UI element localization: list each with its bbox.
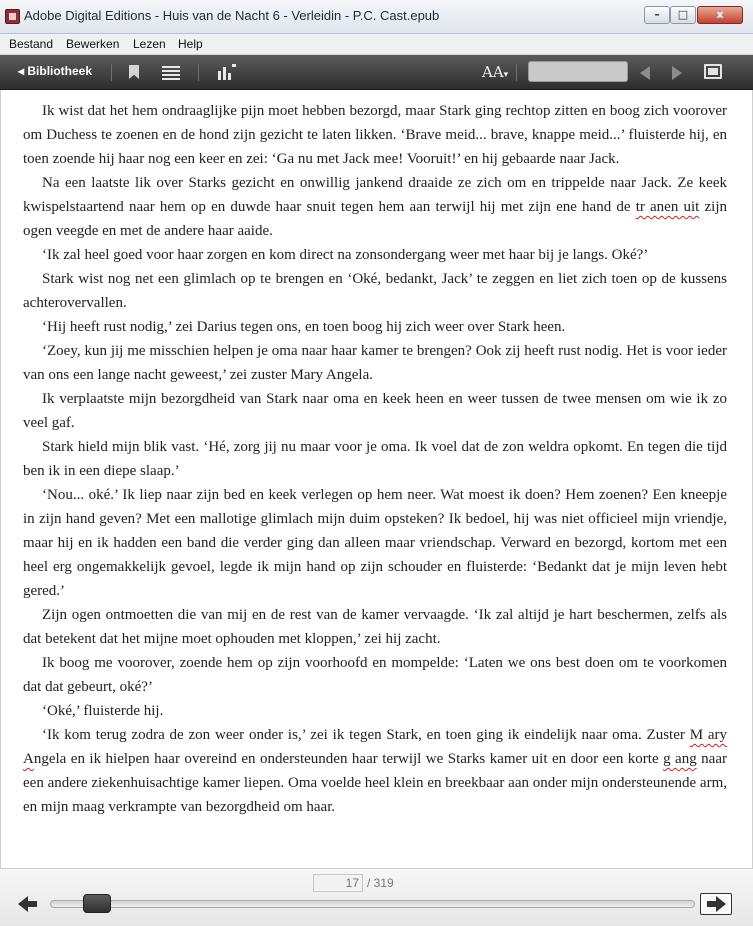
paragraph-text: Ik verplaatste mijn bezorgdheid van Stark naar oma en keek heen en weer tussen de twee mensen om wie ik zo veel gaf.	[23, 391, 727, 431]
paragraph	[23, 483, 727, 603]
paragraph	[23, 339, 727, 387]
paragraph	[23, 267, 727, 315]
paragraph-text: Stark hield mijn blik vast. ‘Hé, zorg jij nu maar voor je oma. Ik voel dat de zon weldra opkomt. En tegen die tijd ben ik in een diepe slaap.’	[23, 439, 727, 479]
page-slider-thumb[interactable]	[83, 894, 111, 913]
paragraph-text: ‘Ik zal heel goed voor haar zorgen en kom direct na zonsondergang weer met haar bij je langs. Oké?’	[42, 247, 649, 263]
paragraph	[23, 699, 727, 723]
app-icon	[5, 9, 20, 24]
page-number-input[interactable]	[313, 874, 363, 892]
toc-icon[interactable]	[162, 66, 180, 79]
paragraph-text: ‘Oké,’ fluisterde hij.	[42, 703, 164, 719]
menu-bestand[interactable]: Bestand	[9, 37, 54, 51]
maximize-button[interactable]: □	[670, 6, 696, 24]
paragraph	[23, 171, 727, 243]
paragraph	[23, 651, 727, 699]
paragraph	[23, 435, 727, 483]
page-slider-track[interactable]	[50, 900, 695, 908]
menu-bar	[0, 34, 753, 55]
paragraph-text: Stark wist nog net een glimlach op te brengen en ‘Oké, bedankt, Jack’ te zeggen en liet zich toen op de kussens achterovervallen.	[23, 271, 727, 311]
paragraph	[23, 387, 727, 435]
paragraph-text: Ik wist dat het hem ondraaglijke pijn moet hebben bezorgd, maar Stark ging rechtop zitten en boog zich voorover om Duchess te zoenen en de hond zijn gezicht te laten likken. ‘Brave meid... brave, knappe meid...’ fluisterde hij, en toen zoende hij haar nog een keer en zei: ‘Ga nu met Jack mee! Vooruit!’ en hij gebaarde naar Jack.	[23, 103, 727, 167]
bookmark-icon[interactable]	[129, 65, 139, 79]
paragraph-text: Ik boog me voorover, zoende hem op zijn voorhoofd en mompelde: ‘Laten we ons best doen om te voorkomen dat dat gebeurt, oké?’	[23, 655, 727, 695]
menu-bewerken[interactable]: Bewerken	[66, 37, 120, 51]
spellcheck-flagged-word: tr anen uit	[635, 199, 700, 215]
window-title: Adobe Digital Editions - Huis van de Nacht 6 - Verleidin - P.C. Cast.epub	[24, 8, 440, 23]
paragraph	[23, 723, 727, 819]
paragraph-text: ‘Hij heeft rust nodig,’ zei Darius tegen ons, en toen boog hij zich weer over Stark heen.	[42, 319, 566, 335]
next-result-icon[interactable]	[672, 66, 682, 80]
paragraph-text: Zijn ogen ontmoetten die van mij en de rest van de kamer vervaagde. ‘Ik zal altijd je hart beschermen, zelfs als dat betekent dat het mijne moet ophouden met kloppen,’ zei hij zacht.	[23, 607, 727, 647]
paragraph	[23, 603, 727, 651]
search-input[interactable]	[528, 61, 628, 82]
toolbar-separator	[516, 64, 517, 81]
toolbar-separator	[111, 64, 112, 81]
paragraph-text: ‘Ik kom terug zodra de zon weer onder is,’ zei ik tegen Stark, en toen ging ik eindelijk naar oma. Zuster	[42, 727, 690, 743]
reading-pane[interactable]	[0, 90, 753, 868]
paragraph-text: Na een laatste lik over Starks gezicht en onwillig jankend draaide ze zich om en trippelde naar Jack. Ze keek kwispelstaartend naar hem op en duwde haar snuit tegen hem aan terwijl hij met zijn ene hand de	[23, 175, 727, 215]
reader-toolbar	[0, 55, 753, 90]
chart-icon[interactable]	[218, 63, 236, 80]
title-bar	[0, 0, 753, 34]
total-pages-label: / 319	[367, 876, 394, 890]
paragraph-text: zijn ogen veegde en met de andere haar aaide.	[23, 199, 727, 239]
paragraph-text: ngela en ik hielpen haar overeind en ondersteunden haar terwijl we Starks kamer uit en door een korte	[33, 751, 664, 767]
forward-arrow-icon[interactable]	[700, 893, 732, 915]
fullscreen-icon[interactable]	[704, 64, 722, 79]
menu-lezen[interactable]: Lezen	[133, 37, 166, 51]
navigation-bar	[0, 868, 753, 926]
paragraph-text: naar een andere ziekenhuisachtige kamer liepen. Oma voelde heel klein en breekbaar aan onder mijn ondersteunende arm, en mijn maag verkrampte van bezorgdheid om haar.	[23, 751, 727, 815]
library-button[interactable]: ◂ Bibliotheek	[18, 64, 93, 78]
minimize-button[interactable]: –	[644, 6, 670, 24]
spellcheck-flagged-word: M ary A	[23, 727, 727, 767]
paragraph-text: ‘Nou... oké.’ Ik liep naar zijn bed en keek verlegen op hem neer. Wat moest ik doen? Hem zoenen? Een kneepje in zijn hand geven? Met een mallotige glimlach mijn duim opsteken? Ik bedoel, hij was niet officieel mijn vriendje, maar hij en ik hadden een band die verder ging dan alleen maar vriendschap. Verward en bezorgd, kortom met een heel erg ongemakkelijk gevoel, legde ik mijn hand op zijn schouder en fluisterde: ‘Bedankt dat je mijn leven hebt gered.’	[23, 487, 727, 599]
font-size-icon[interactable]: AA▾	[482, 63, 509, 81]
menu-help[interactable]: Help	[178, 37, 203, 51]
paragraph-text: ‘Zoey, kun jij me misschien helpen je oma naar haar kamer te brengen? Ook zij heeft rust nodig. Het is voor ieder van ons een lange nacht geweest,’ zei zuster Mary Angela.	[23, 343, 727, 383]
paragraph	[23, 99, 727, 171]
toolbar-separator	[198, 64, 199, 81]
close-button[interactable]: x	[697, 6, 743, 24]
page-text	[23, 99, 727, 819]
back-arrow-icon[interactable]	[18, 895, 40, 913]
prev-result-icon[interactable]	[640, 66, 650, 80]
paragraph	[23, 315, 727, 339]
paragraph	[23, 243, 727, 267]
spellcheck-flagged-word: g ang	[663, 751, 697, 767]
